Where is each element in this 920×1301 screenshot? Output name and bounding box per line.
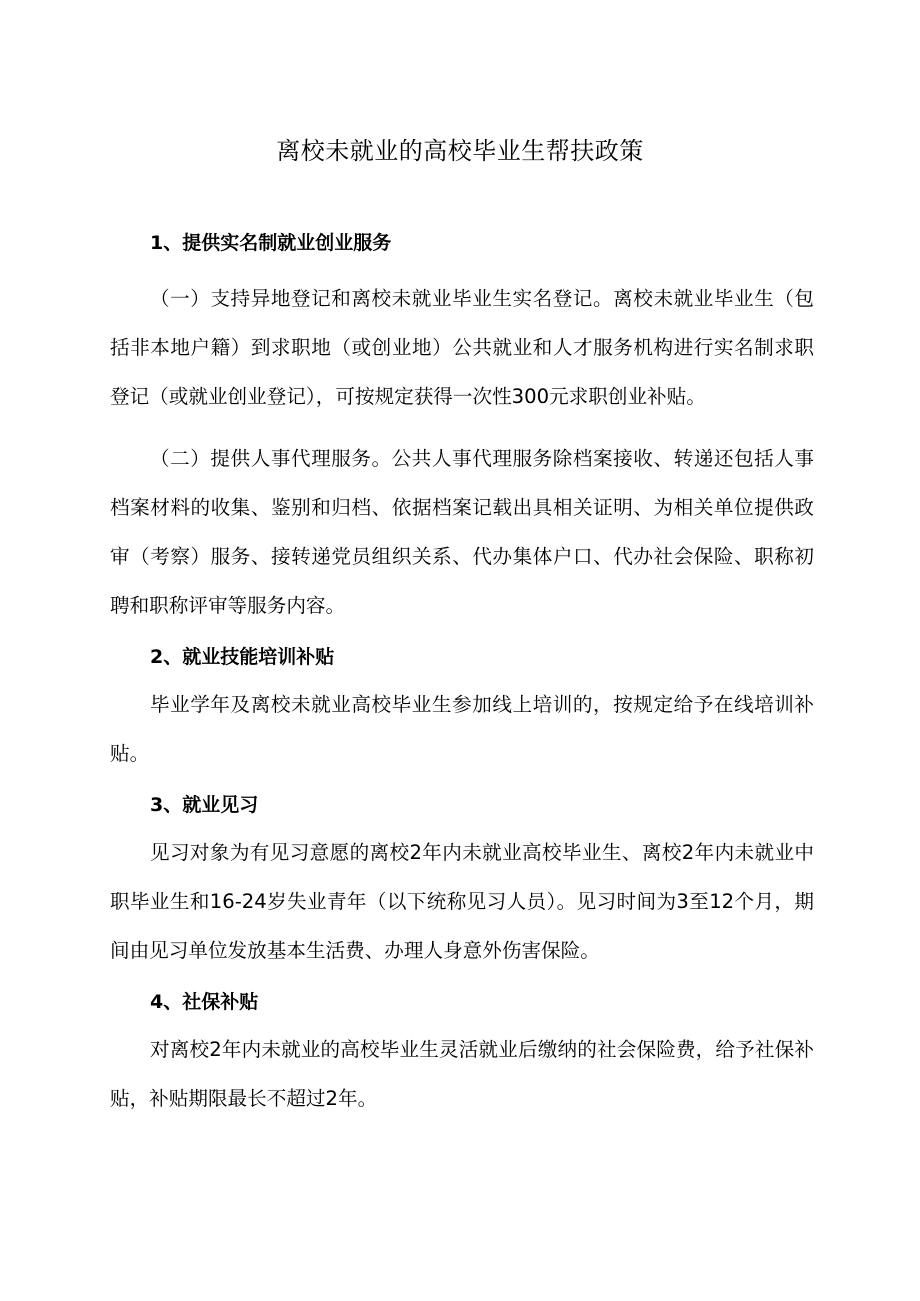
section-1	[110, 224, 814, 630]
section-heading: 4、社保补贴	[150, 991, 259, 1013]
section-4	[110, 983, 814, 1123]
section-paragraph: 见习对象为有见习意愿的离校2年内未就业高校毕业生、离校2年内未就业中职毕业生和16-24岁失业青年（以下统称见习人员）。见习时间为3至12个月，期间由见习单位发放基本生活费、办理人身意外伤害保险。	[110, 841, 814, 962]
section-paragraph: （一）支持异地登记和离校未就业毕业生实名登记。离校未就业毕业生（包括非本地户籍）到求职地（或创业地）公共就业和人才服务机构进行实名制求职登记（或就业创业登记），可按规定获得一次性300元求职创业补贴。	[110, 287, 814, 408]
section-heading: 1、提供实名制就业创业服务	[150, 232, 392, 254]
section-paragraph: （二）提供人事代理服务。公共人事代理服务除档案接收、转递还包括人事档案材料的收集、鉴别和归档、依据档案记载出具相关证明、为相关单位提供政审（考察）服务、接转递党员组织关系、代办集体户口、代办社会保险、职称初聘和职称评审等服务内容。	[110, 447, 814, 617]
document-title: 离校未就业的高校毕业生帮扶政策	[276, 137, 644, 165]
section-heading: 2、就业技能培训补贴	[150, 646, 335, 668]
section-2	[110, 638, 814, 778]
section-3	[110, 786, 814, 975]
section-heading: 3、就业见习	[150, 794, 259, 816]
document-body	[110, 224, 814, 1123]
section-paragraph: 毕业学年及离校未就业高校毕业生参加线上培训的，按规定给予在线培训补贴。	[110, 693, 814, 765]
section-paragraph: 对离校2年内未就业的高校毕业生灵活就业后缴纳的社会保险费，给予社保补贴，补贴期限最长不超过2年。	[110, 1038, 814, 1110]
